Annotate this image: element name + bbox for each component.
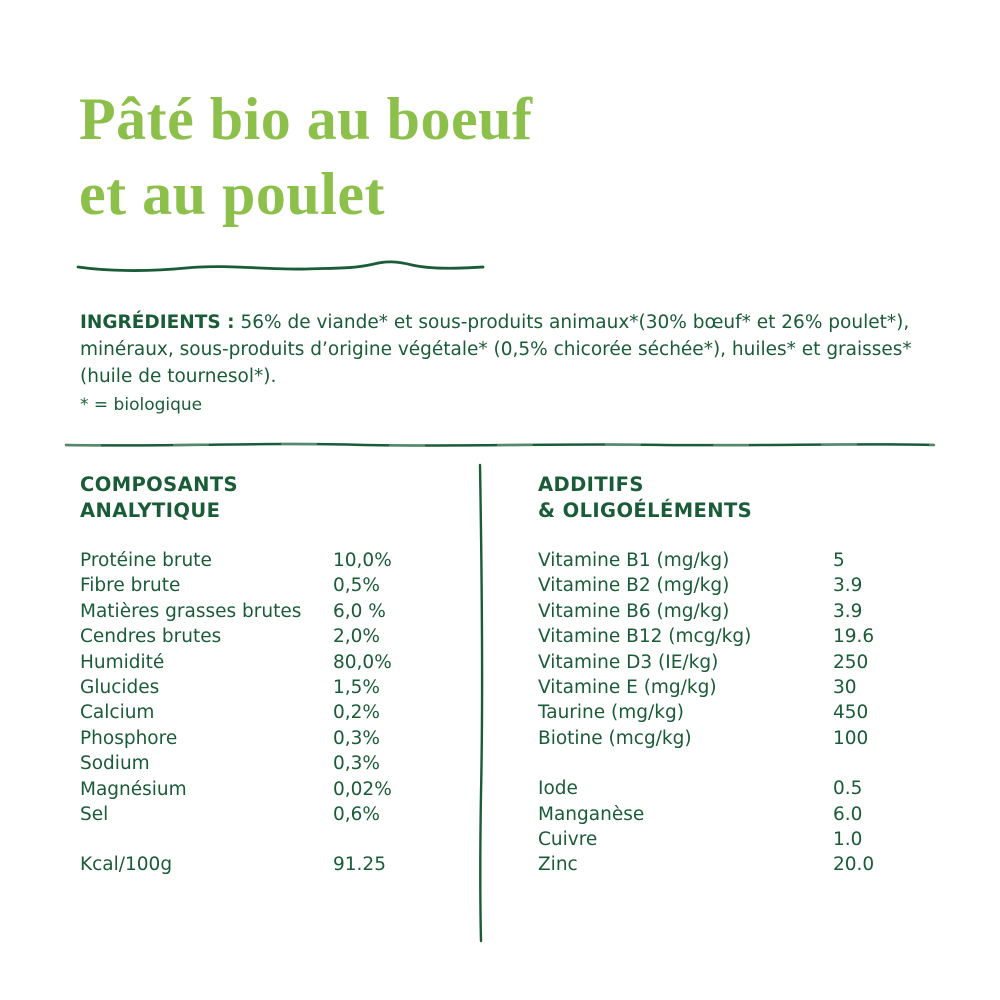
nutrient-label: Magnésium <box>80 778 187 800</box>
ingredients-heading: INGRÉDIENTS : <box>80 312 235 333</box>
organic-note: * = biologique <box>80 395 203 415</box>
vitamin-label: Vitamine B6 (mg/kg) <box>538 600 730 622</box>
analytical-row <box>80 599 470 624</box>
mineral-label: Cuivre <box>538 828 598 850</box>
vitamin-row <box>538 548 948 573</box>
vitamin-row <box>538 624 948 649</box>
nutrient-value: 0,6% <box>333 803 380 825</box>
vitamin-value: 30 <box>833 676 857 698</box>
nutrient-label: Sodium <box>80 753 150 775</box>
vitamin-value: 3.9 <box>833 600 863 622</box>
nutrient-label: Glucides <box>80 676 160 698</box>
analytical-row <box>80 802 470 827</box>
nutrient-value: 0,3% <box>333 727 380 749</box>
vitamin-label: Vitamine D3 (IE/kg) <box>538 651 719 673</box>
analytical-heading-line1: COMPOSANTS <box>80 473 238 496</box>
vitamin-value: 100 <box>833 727 869 749</box>
nutrient-value: 0,5% <box>333 575 380 597</box>
horizontal-rule <box>64 437 938 451</box>
nutrient-value: 2,0% <box>333 626 380 648</box>
analytical-row <box>80 751 470 776</box>
vitamin-label: Vitamine B12 (mcg/kg) <box>538 626 752 648</box>
wavy-underline-decoration <box>76 256 486 274</box>
vitamin-value: 3.9 <box>833 575 863 597</box>
nutrient-value: 6,0 % <box>333 600 386 622</box>
nutrient-label: Protéine brute <box>80 550 212 571</box>
vitamin-rows <box>538 548 948 751</box>
additives-heading-line2: & OLIGOÉLÉMENTS <box>538 498 753 522</box>
product-title <box>79 82 533 232</box>
nutrient-value: 0,02% <box>333 778 392 800</box>
analytical-row <box>80 675 470 700</box>
analytical-row <box>80 624 470 649</box>
vitamin-label: Taurine (mg/kg) <box>538 702 684 724</box>
nutrient-value: 80,0% <box>333 651 392 673</box>
mineral-rows <box>538 776 948 878</box>
mineral-row <box>538 827 948 852</box>
ingredients-text-1: 56% de viande* et sous-produits animaux*(30% bœuf* et 26% poulet*), <box>240 312 910 333</box>
nutrient-label: Cendres brutes <box>80 626 222 648</box>
ingredients-section <box>80 309 960 419</box>
nutrient-label: Phosphore <box>80 727 178 749</box>
mineral-label: Manganèse <box>538 803 645 825</box>
mineral-label: Iode <box>538 778 578 800</box>
vitamin-row <box>538 700 948 725</box>
nutrient-value: 10,0% <box>333 550 392 571</box>
nutrient-label: Humidité <box>80 651 165 673</box>
nutrient-label: Calcium <box>80 702 155 724</box>
additives-heading-line1: ADDITIFS <box>538 473 644 496</box>
mineral-value: 20.0 <box>833 854 875 876</box>
additives-heading <box>538 472 752 523</box>
analytical-row <box>80 650 470 675</box>
ingredients-line3: (huile de tournesol*). <box>80 366 277 387</box>
analytical-heading-line2: ANALYTIQUE <box>80 498 221 522</box>
vitamin-row <box>538 599 948 624</box>
analytical-row <box>80 700 470 725</box>
ingredients-line1 <box>80 309 960 336</box>
mineral-row <box>538 852 948 877</box>
vitamin-label: Vitamine B2 (mg/kg) <box>538 575 730 597</box>
energy-label: Kcal/100g <box>80 854 173 876</box>
mineral-value: 1.0 <box>833 828 863 850</box>
energy-row <box>80 852 470 877</box>
analytical-row <box>80 726 470 751</box>
nutrient-label: Sel <box>80 803 109 825</box>
vitamin-label: Vitamine E (mg/kg) <box>538 676 717 698</box>
vitamin-row <box>538 650 948 675</box>
vitamin-value: 19.6 <box>833 626 875 648</box>
vitamin-value: 5 <box>833 550 845 571</box>
nutrient-label: Matières grasses brutes <box>80 600 302 622</box>
analytical-heading <box>80 472 238 523</box>
mineral-row <box>538 802 948 827</box>
vitamin-row <box>538 573 948 598</box>
mineral-value: 6.0 <box>833 803 863 825</box>
analytical-rows <box>80 548 470 827</box>
nutrient-label: Fibre brute <box>80 575 181 597</box>
additives-table <box>538 548 948 878</box>
vitamin-row <box>538 675 948 700</box>
ingredients-line2: minéraux, sous-produits d’origine végétale* (0,5% chicorée séchée*), huiles* et graisses* <box>80 339 912 360</box>
vitamin-row <box>538 726 948 751</box>
nutrient-value: 0,2% <box>333 702 380 724</box>
vitamin-value: 450 <box>833 702 869 724</box>
energy-value: 91.25 <box>333 854 386 876</box>
vertical-divider <box>474 463 488 943</box>
analytical-row <box>80 548 470 573</box>
mineral-value: 0.5 <box>833 778 863 800</box>
table-gap <box>80 827 470 852</box>
analytical-table <box>80 548 470 878</box>
product-title-line2: et au poulet <box>79 161 385 227</box>
table-gap <box>538 751 948 776</box>
analytical-row <box>80 573 470 598</box>
mineral-row <box>538 776 948 801</box>
analytical-row <box>80 777 470 802</box>
mineral-label: Zinc <box>538 854 578 876</box>
vitamin-label: Biotine (mcg/kg) <box>538 727 692 749</box>
vitamin-value: 250 <box>833 651 869 673</box>
product-title-line1: Pâté bio au boeuf <box>79 86 533 152</box>
nutrient-value: 1,5% <box>333 676 380 698</box>
nutrient-value: 0,3% <box>333 753 380 775</box>
vitamin-label: Vitamine B1 (mg/kg) <box>538 550 730 571</box>
